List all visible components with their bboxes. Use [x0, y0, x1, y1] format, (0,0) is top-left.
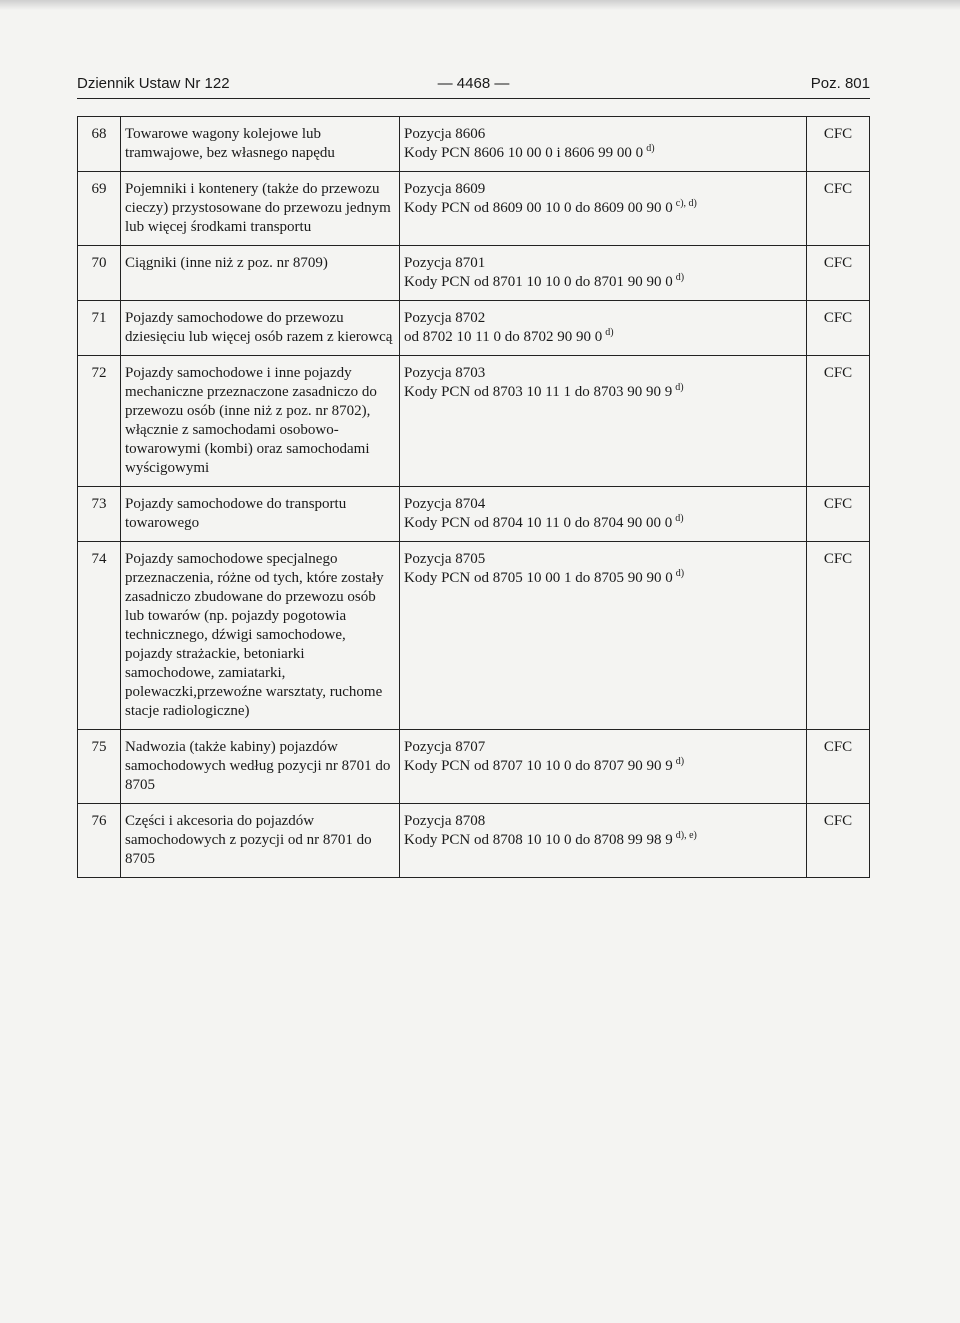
origin-code: CFC [807, 542, 870, 730]
footnote-ref: d) [675, 513, 684, 524]
page-number: — 4468 — [437, 75, 510, 92]
origin-code: CFC [807, 172, 870, 246]
pcn-codes [404, 831, 802, 850]
pcn-range: Kody PCN od 8708 10 10 0 do 8708 99 98 9 [404, 832, 673, 848]
table-row [78, 246, 870, 301]
goods-description: Nadwozia (także kabiny) pojazdów samochodowych według pozycji nr 8701 do 8705 [121, 730, 400, 804]
goods-description: Ciągniki (inne niż z poz. nr 8709) [121, 246, 400, 301]
row-number: 76 [78, 804, 121, 878]
row-number: 68 [78, 117, 121, 172]
pcn-range: Kody PCN od 8707 10 10 0 do 8707 90 90 9 [404, 758, 673, 774]
table-row [78, 301, 870, 356]
origin-code: CFC [807, 356, 870, 487]
table-row [78, 804, 870, 878]
row-number: 69 [78, 172, 121, 246]
pcn-codes [404, 383, 802, 402]
tariff-codes [400, 542, 807, 730]
row-number: 73 [78, 487, 121, 542]
heading-position: Pozycja 8609 [404, 181, 486, 197]
pcn-codes [404, 569, 802, 588]
goods-description: Części i akcesoria do pojazdów samochodowych z pozycji od nr 8701 do 8705 [121, 804, 400, 878]
tariff-codes [400, 730, 807, 804]
origin-code: CFC [807, 117, 870, 172]
table-row [78, 356, 870, 487]
pcn-codes [404, 514, 802, 533]
row-number: 71 [78, 301, 121, 356]
pcn-range: Kody PCN od 8609 00 10 0 do 8609 00 90 0 [404, 200, 673, 216]
pcn-range: od 8702 10 11 0 do 8702 90 90 0 [404, 329, 603, 345]
pcn-codes [404, 328, 802, 347]
heading-position: Pozycja 8702 [404, 310, 486, 326]
heading-position: Pozycja 8704 [404, 496, 486, 512]
origin-code: CFC [807, 804, 870, 878]
table-row [78, 542, 870, 730]
footnote-ref: d), e) [675, 830, 697, 841]
pcn-codes [404, 757, 802, 776]
heading-position: Pozycja 8708 [404, 813, 486, 829]
origin-code: CFC [807, 730, 870, 804]
table-row [78, 730, 870, 804]
journal-title: Dziennik Ustaw Nr 122 [77, 75, 230, 92]
footnote-ref: d) [646, 143, 655, 154]
goods-description: Pojazdy samochodowe do przewozu dziesięciu lub więcej osób razem z kierowcą [121, 301, 400, 356]
table-row [78, 487, 870, 542]
row-number: 72 [78, 356, 121, 487]
table-row [78, 172, 870, 246]
goods-description: Towarowe wagony kolejowe lub tramwajowe, bez własnego napędu [121, 117, 400, 172]
heading-position: Pozycja 8707 [404, 739, 486, 755]
origin-code: CFC [807, 246, 870, 301]
pcn-range: Kody PCN od 8701 10 10 0 do 8701 90 90 0 [404, 274, 673, 290]
goods-description: Pojazdy samochodowe do transportu towarowego [121, 487, 400, 542]
tariff-codes [400, 172, 807, 246]
tariff-codes [400, 356, 807, 487]
tariff-codes [400, 246, 807, 301]
scan-edge [0, 0, 960, 10]
origin-code: CFC [807, 487, 870, 542]
goods-description: Pojazdy samochodowe i inne pojazdy mechaniczne przeznaczone zasadniczo do przewozu osób (inne niż z poz. nr 8702), włącznie z samochodami osobowo-towarowymi (kombi) oraz samochodami wyścigowymi [121, 356, 400, 487]
goods-description: Pojazdy samochodowe specjalnego przeznaczenia, różne od tych, które zostały zasadniczo zbudowane do przewozu osób lub towarów (np. pojazdy pogotowia technicznego, dźwigi samochodowe, pojazdy strażackie, betoniarki samochodowe, zamiatarki, polewaczki,przewoźne warsztaty, ruchome stacje radiologiczne) [121, 542, 400, 730]
footnote-ref: d) [675, 756, 685, 767]
goods-description: Pojemniki i kontenery (także do przewozu cieczy) przystosowane do przewozu jednym lub więcej środkami transportu [121, 172, 400, 246]
page-header [77, 74, 870, 99]
pcn-codes [404, 273, 802, 292]
tariff-codes [400, 487, 807, 542]
pcn-range: Kody PCN od 8705 10 00 1 do 8705 90 90 0 [404, 570, 673, 586]
footnote-ref: d) [675, 568, 685, 579]
tariff-codes [400, 117, 807, 172]
position-number: Poz. 801 [810, 75, 870, 92]
goods-table [77, 116, 870, 878]
pcn-range: Kody PCN od 8704 10 11 0 do 8704 90 00 0 [404, 515, 673, 531]
heading-position: Pozycja 8606 [404, 126, 486, 142]
footnote-ref: d) [675, 382, 684, 393]
heading-position: Pozycja 8705 [404, 551, 486, 567]
footnote-ref: d) [675, 272, 685, 283]
pcn-codes [404, 199, 802, 218]
row-number: 74 [78, 542, 121, 730]
tariff-codes [400, 804, 807, 878]
tariff-codes [400, 301, 807, 356]
origin-code: CFC [807, 301, 870, 356]
pcn-codes [404, 144, 802, 163]
pcn-range: Kody PCN od 8703 10 11 1 do 8703 90 90 9 [404, 384, 673, 400]
row-number: 70 [78, 246, 121, 301]
table-row [78, 117, 870, 172]
heading-position: Pozycja 8703 [404, 365, 486, 381]
heading-position: Pozycja 8701 [404, 255, 486, 271]
pcn-range: Kody PCN 8606 10 00 0 i 8606 99 00 0 [404, 145, 644, 161]
footnote-ref: c), d) [675, 198, 697, 209]
footnote-ref: d) [605, 327, 614, 338]
row-number: 75 [78, 730, 121, 804]
